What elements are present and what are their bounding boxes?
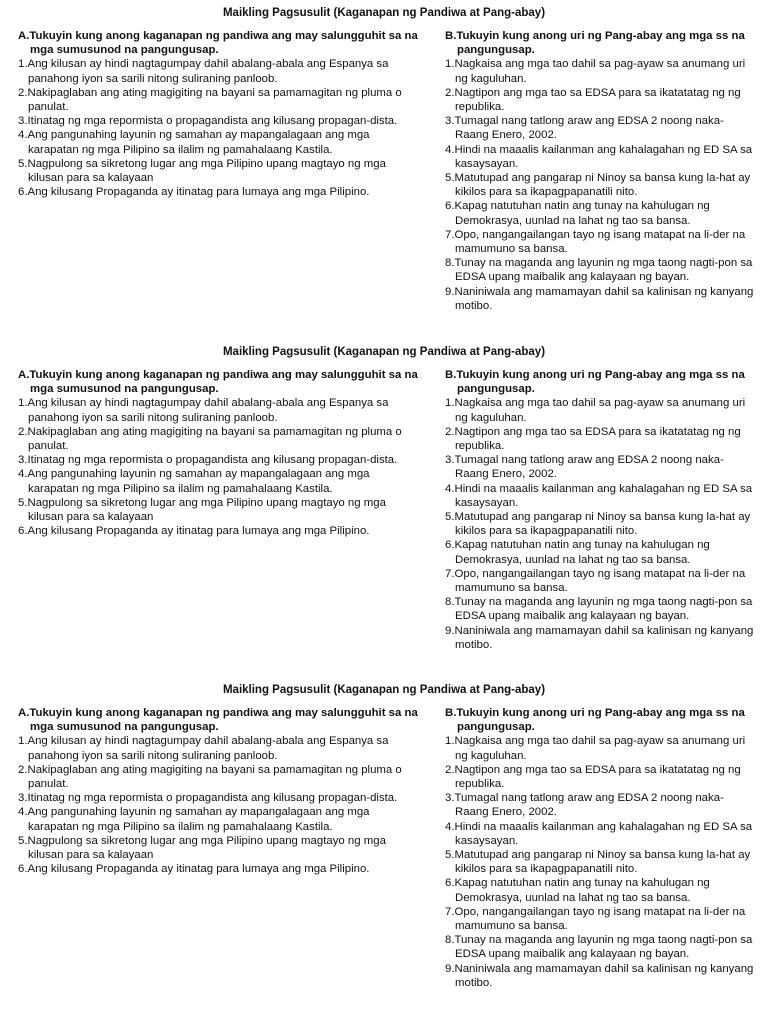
quiz-title: Maikling Pagsusulit (Kaganapan ng Pandiwa at Pang-abay) <box>222 7 546 19</box>
part-a-item: 3.Itinatag ng mga repormista o propagandista ang kilusang propagan-dista. <box>18 792 398 805</box>
part-b-item: 2.Nagtipon ang mga tao sa EDSA para sa ikatatatag ng ng republika. <box>445 86 741 114</box>
part-b-item: 6.Kapag natutuhan natin ang tunay na kahulugan ng Demokrasya, uunlad na lahat ng tao sa bansa. <box>445 539 710 566</box>
part-a-column <box>18 368 420 538</box>
part-a-item: 4.Ang pangunahing layunin ng samahan ay mapangalagaan ang mga karapatan ng mga Pilipino sa ilalim ng pamahalaang Kastila. <box>18 468 370 495</box>
part-b-item: 2.Nagtipon ang mga tao sa EDSA para sa ikatatatag ng ng republika. <box>445 763 741 791</box>
quiz-title: Maikling Pagsusulit (Kaganapan ng Pandiwa at Pang-abay) <box>222 684 546 696</box>
part-b-item: 8.Tunay na maganda ang layunin ng mga taong nagti-pon sa EDSA upang maibalik ang kalayaan ng bayan. <box>445 934 753 961</box>
part-a-item: 1.Ang kilusan ay hindi nagtagumpay dahil abalang-abala ang Espanya sa panahong iyon sa sarili nitong suliraning panloob. <box>18 58 389 85</box>
part-b-item: 3.Tumagal nang tatlong araw ang EDSA 2 noong naka-Raang Enero, 2002. <box>445 792 724 819</box>
part-b-item: 7.Opo, nangangailangan tayo ng isang matapat na li-der na mamumuno sa bansa. <box>445 905 746 933</box>
part-b-item: 4.Hindi na maaalis kailanman ang kahalagahan ng ED SA sa kasaysayan. <box>445 820 753 847</box>
part-a-item: 2.Nakipaglaban ang ating magigiting na bayani sa pamamagitan ng pluma o panulat. <box>18 763 402 791</box>
part-b-item: 6.Kapag natutuhan natin ang tunay na kahulugan ng Demokrasya, uunlad na lahat ng tao sa bansa. <box>445 877 710 904</box>
part-b-item: 7.Opo, nangangailangan tayo ng isang matapat na li-der na mamumuno sa bansa. <box>445 567 746 595</box>
part-b-item: 3.Tumagal nang tatlong araw ang EDSA 2 noong naka-Raang Enero, 2002. <box>445 115 724 142</box>
part-b-heading: B.Tukuyin kung anong uri ng Pang-abay ang mga ss na pangungusap. <box>445 707 745 734</box>
part-a-heading: A.Tukuyin kung anong kaganapan ng pandiwa ang may salungguhit sa na mga sumusunod na pangungusap. <box>18 30 418 57</box>
part-a-heading: A.Tukuyin kung anong kaganapan ng pandiwa ang may salungguhit sa na mga sumusunod na pangungusap. <box>18 707 418 734</box>
part-a-list <box>18 57 420 199</box>
quiz-title: Maikling Pagsusulit (Kaganapan ng Pandiwa at Pang-abay) <box>222 346 546 358</box>
part-a-item: 5.Nagpulong sa sikretong lugar ang mga Pilipino upang magtayo ng mga kilusan para sa kalayaan <box>18 834 386 862</box>
part-a-item: 1.Ang kilusan ay hindi nagtagumpay dahil abalang-abala ang Espanya sa panahong iyon sa sarili nitong suliraning panloob. <box>18 397 389 424</box>
part-b-list <box>445 396 755 652</box>
part-b-item: 4.Hindi na maaalis kailanman ang kahalagahan ng ED SA sa kasaysayan. <box>445 143 753 170</box>
part-a-item: 5.Nagpulong sa sikretong lugar ang mga Pilipino upang magtayo ng mga kilusan para sa kalayaan <box>18 157 386 185</box>
part-b-item: 9.Naniniwala ang mamamayan dahil sa kalinisan ng kanyang motibo. <box>445 962 754 989</box>
part-a-item: 2.Nakipaglaban ang ating magigiting na bayani sa pamamagitan ng pluma o panulat. <box>18 425 402 453</box>
part-a-item: 2.Nakipaglaban ang ating magigiting na bayani sa pamamagitan ng pluma o panulat. <box>18 86 402 114</box>
part-b-column <box>445 368 755 652</box>
part-b-item: 5.Matutupad ang pangarap ni Ninoy sa bansa kung la-hat ay kikilos para sa ikapagpapanatili nito. <box>445 511 751 538</box>
part-b-column <box>445 706 755 990</box>
part-b-item: 8.Tunay na maganda ang layunin ng mga taong nagti-pon sa EDSA upang maibalik ang kalayaan ng bayan. <box>445 257 753 284</box>
part-a-item: 4.Ang pangunahing layunin ng samahan ay mapangalagaan ang mga karapatan ng mga Pilipino sa ilalim ng pamahalaang Kastila. <box>18 129 370 156</box>
part-b-item: 8.Tunay na maganda ang layunin ng mga taong nagti-pon sa EDSA upang maibalik ang kalayaan ng bayan. <box>445 596 753 623</box>
part-a-item: 6.Ang kilusang Propaganda ay itinatag para lumaya ang mga Pilipino. <box>18 863 370 876</box>
part-b-item: 4.Hindi na maaalis kailanman ang kahalagahan ng ED SA sa kasaysayan. <box>445 482 753 509</box>
part-b-item: 1.Nagkaisa ang mga tao dahil sa pag-ayaw sa anumang uri ng kaguluhan. <box>445 397 746 424</box>
part-b-item: 5.Matutupad ang pangarap ni Ninoy sa bansa kung la-hat ay kikilos para sa ikapagpapanatili nito. <box>445 172 751 199</box>
quiz-copy-3 <box>0 677 768 1015</box>
part-b-column <box>445 29 755 313</box>
quiz-copy-1 <box>0 0 768 338</box>
part-a-item: 6.Ang kilusang Propaganda ay itinatag para lumaya ang mga Pilipino. <box>18 525 370 538</box>
part-a-item: 3.Itinatag ng mga repormista o propagandista ang kilusang propagan-dista. <box>18 115 398 128</box>
part-b-item: 6.Kapag natutuhan natin ang tunay na kahulugan ng Demokrasya, uunlad na lahat ng tao sa bansa. <box>445 200 710 227</box>
part-a-list <box>18 734 420 876</box>
part-b-item: 7.Opo, nangangailangan tayo ng isang matapat na li-der na mamumuno sa bansa. <box>445 228 746 256</box>
part-b-item: 5.Matutupad ang pangarap ni Ninoy sa bansa kung la-hat ay kikilos para sa ikapagpapanatili nito. <box>445 849 751 876</box>
part-b-item: 3.Tumagal nang tatlong araw ang EDSA 2 noong naka-Raang Enero, 2002. <box>445 454 724 481</box>
part-b-list <box>445 734 755 990</box>
part-a-column <box>18 29 420 199</box>
part-b-item: 1.Nagkaisa ang mga tao dahil sa pag-ayaw sa anumang uri ng kaguluhan. <box>445 735 746 762</box>
part-b-item: 1.Nagkaisa ang mga tao dahil sa pag-ayaw sa anumang uri ng kaguluhan. <box>445 58 746 85</box>
part-a-item: 1.Ang kilusan ay hindi nagtagumpay dahil abalang-abala ang Espanya sa panahong iyon sa sarili nitong suliraning panloob. <box>18 735 389 762</box>
part-b-list <box>445 57 755 313</box>
part-a-list <box>18 396 420 538</box>
part-b-heading: B.Tukuyin kung anong uri ng Pang-abay ang mga ss na pangungusap. <box>445 30 745 57</box>
quiz-copy-2 <box>0 339 768 677</box>
part-b-heading: B.Tukuyin kung anong uri ng Pang-abay ang mga ss na pangungusap. <box>445 369 745 396</box>
part-a-item: 3.Itinatag ng mga repormista o propagandista ang kilusang propagan-dista. <box>18 454 398 467</box>
part-a-item: 6.Ang kilusang Propaganda ay itinatag para lumaya ang mga Pilipino. <box>18 186 370 199</box>
part-a-item: 4.Ang pangunahing layunin ng samahan ay mapangalagaan ang mga karapatan ng mga Pilipino sa ilalim ng pamahalaang Kastila. <box>18 806 370 833</box>
part-b-item: 2.Nagtipon ang mga tao sa EDSA para sa ikatatatag ng ng republika. <box>445 425 741 453</box>
part-a-item: 5.Nagpulong sa sikretong lugar ang mga Pilipino upang magtayo ng mga kilusan para sa kalayaan <box>18 496 386 524</box>
part-a-column <box>18 706 420 876</box>
part-b-item: 9.Naniniwala ang mamamayan dahil sa kalinisan ng kanyang motibo. <box>445 285 754 312</box>
part-a-heading: A.Tukuyin kung anong kaganapan ng pandiwa ang may salungguhit sa na mga sumusunod na pangungusap. <box>18 369 418 396</box>
part-b-item: 9.Naniniwala ang mamamayan dahil sa kalinisan ng kanyang motibo. <box>445 624 754 651</box>
